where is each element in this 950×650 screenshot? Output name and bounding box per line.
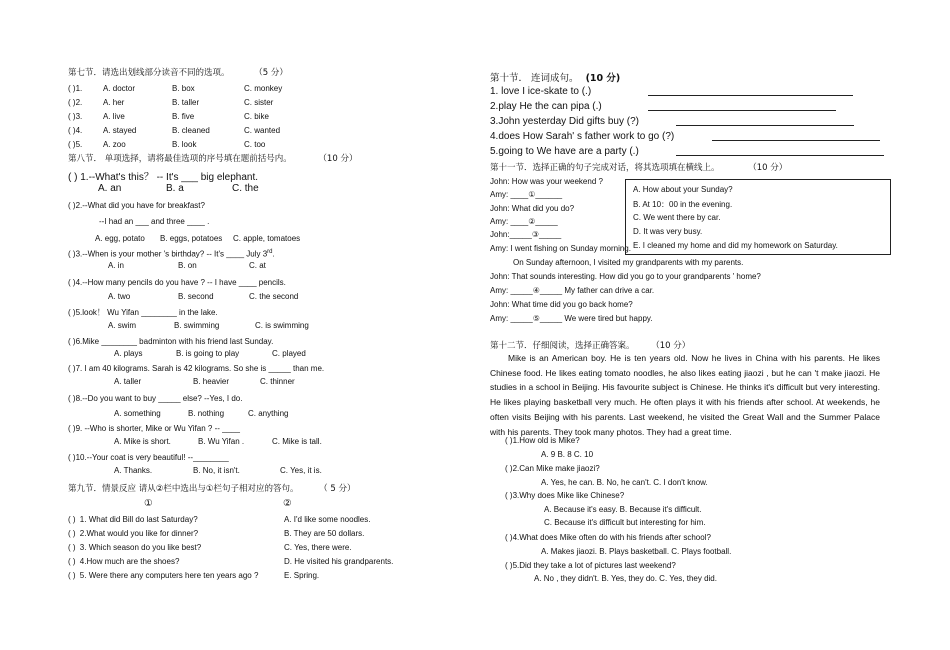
s9-row <box>68 557 179 566</box>
s12-q3-options: A. Because it's easy. B. Because it's difficult. <box>544 505 702 514</box>
column2-marker: ② <box>283 498 292 509</box>
s12-q5-options: A. No , they didn't. B. Yes, they do. C. Yes, they did. <box>534 574 717 583</box>
question-text: 10.--Your coat is very beautiful! --________ <box>75 453 229 462</box>
s7-item <box>68 140 82 149</box>
section7-title-text: 第七节．请选出划线部分读音不同的选项。 <box>68 68 230 78</box>
s7-item <box>68 112 82 121</box>
s8-question-10 <box>68 453 229 462</box>
answer-paren[interactable]: ( ) <box>68 308 76 317</box>
answer-paren[interactable]: ( ) <box>505 561 513 570</box>
option-c: C. We went there by car. <box>633 213 721 222</box>
dialogue-line: On Sunday afternoon, I visited my grandparents with my parents. <box>513 258 744 267</box>
answer-paren[interactable]: ( ) <box>505 464 513 473</box>
question-text: 1.--What's this？ -- It's ___ big elephant. <box>80 172 259 183</box>
s8-q5-opt-b: B. swimming <box>174 321 220 330</box>
dialogue-line[interactable]: John:_____③_____ <box>490 230 562 239</box>
question-text: 4.--How many pencils do you have ? -- I have ____ pencils. <box>75 278 286 287</box>
item-number: 4. <box>75 126 83 135</box>
s9-row <box>68 515 198 524</box>
dialogue-line: John: That sounds interesting. How did you go to your grandparents ' home? <box>490 272 761 281</box>
s8-q7-opt-c: C. thinner <box>260 377 295 386</box>
s8-q10-opt-c: C. Yes, it is. <box>280 466 322 475</box>
s12-question-4 <box>505 533 711 542</box>
s8-question-9 <box>68 424 240 433</box>
s9-row <box>68 529 198 538</box>
answer-paren[interactable]: ( ) <box>68 172 78 183</box>
answer-paren[interactable]: ( ) <box>68 453 76 462</box>
section7-score: （5 分） <box>254 68 288 78</box>
s7-opt-a: A. zoo <box>103 140 126 149</box>
section9-title <box>68 482 355 494</box>
s8-question-6 <box>68 337 273 346</box>
s12-q2-options: A. Yes, he can. B. No, he can't. C. I don't know. <box>541 478 708 487</box>
answer-paren[interactable]: ( ) <box>68 278 76 287</box>
answer-line[interactable] <box>648 95 853 96</box>
answer-paren[interactable]: ( ) <box>68 571 76 580</box>
dialogue-line[interactable]: Amy: ____②_____ <box>490 217 558 226</box>
s12-question-1 <box>505 436 580 445</box>
answer-paren[interactable]: ( ) <box>68 112 76 121</box>
question-text: 8.--Do you want to buy _____ else? --Yes, I do. <box>75 394 243 403</box>
s7-opt-a: A. her <box>103 98 125 107</box>
section10-title <box>490 70 620 84</box>
situation-question: 5. Were there any computers here ten years ago ? <box>79 571 259 580</box>
s8-q3-opt-a: A. in <box>108 261 125 270</box>
answer-paren[interactable]: ( ) <box>68 249 76 259</box>
s7-item <box>68 84 82 93</box>
answer-paren[interactable]: ( ) <box>505 436 513 445</box>
section9-score: （ 5 分） <box>319 484 356 494</box>
option-b: B. At 10：00 in the evening. <box>633 200 733 209</box>
s8-q9-opt-b: B. Wu Yifan . <box>198 437 245 446</box>
section11-title <box>490 161 787 173</box>
s8-q1-opt-a: A. an <box>98 183 122 194</box>
s8-q6-opt-b: B. is going to play <box>176 349 240 358</box>
s7-opt-c: C. bike <box>244 112 269 121</box>
question-text: 9. --Who is shorter, Mike or Wu Yifan ? -- ____ <box>75 424 240 433</box>
s8-q1-opt-b: B. a <box>166 183 184 194</box>
dialogue-line[interactable]: Amy: _____⑤_____ We were tired but happy. <box>490 314 653 323</box>
s9-response: E. Spring. <box>284 571 320 580</box>
s9-response: B. They are 50 dollars. <box>284 529 365 538</box>
option-e: E. I cleaned my home and did my homework on Saturday. <box>633 241 838 250</box>
s8-q6-opt-c: C. played <box>272 349 306 358</box>
dialogue-line[interactable]: Amy: ____①______ <box>490 190 563 199</box>
section8-title <box>68 152 357 164</box>
option-d: D. It was very busy. <box>633 227 703 236</box>
section10-title-text: 第十节． 连词成句。 <box>490 73 579 84</box>
s7-opt-b: B. box <box>172 84 195 93</box>
section11-score: （10 分） <box>748 163 788 173</box>
dialogue-line: Amy: I went fishing on Sunday morning. <box>490 244 631 253</box>
section11-title-text: 第十一节．选择正确的句子完成对话，将其选项填在横线上。 <box>490 163 720 173</box>
s9-response: C. Yes, there were. <box>284 543 352 552</box>
s8-q6-opt-a: A. plays <box>114 349 143 358</box>
answer-paren[interactable]: ( ) <box>68 201 76 210</box>
section7-title <box>68 66 288 78</box>
s8-q2-opt-b: B. eggs, potatoes <box>160 234 223 243</box>
s7-opt-c: C. too <box>244 140 266 149</box>
section12-title <box>490 339 690 351</box>
situation-question: 4.How much are the shoes? <box>79 557 180 566</box>
s8-q3-opt-b: B. on <box>178 261 197 270</box>
situation-question: 2.What would you like for dinner? <box>79 529 199 538</box>
s7-opt-b: B. cleaned <box>172 126 210 135</box>
answer-paren[interactable]: ( ) <box>68 126 76 135</box>
answer-line[interactable] <box>676 155 884 156</box>
s10-item-1: 1. love I ice-skate to (.) <box>490 86 592 97</box>
s12-question-2 <box>505 464 600 473</box>
s12-question-5 <box>505 561 676 570</box>
s8-question-4 <box>68 278 286 287</box>
s7-opt-b: B. taller <box>172 98 200 107</box>
answer-paren[interactable]: ( ) <box>68 515 76 524</box>
s8-q2-opt-c: C. apple, tomatoes <box>233 234 301 243</box>
s12-q1-options: A. 9 B. 8 C. 10 <box>541 450 594 459</box>
s7-opt-c: C. monkey <box>244 84 283 93</box>
s8-q10-opt-b: B. No, it isn't. <box>193 466 240 475</box>
answer-paren[interactable]: ( ) <box>68 337 76 346</box>
s8-q4-opt-b: B. second <box>178 292 214 301</box>
s7-opt-c: C. sister <box>244 98 274 107</box>
question-text: 7. I am 40 kilograms. Sarah is 42 kilograms. So she is _____ than me. <box>75 364 325 373</box>
s8-q8-opt-c: C. anything <box>248 409 289 418</box>
s8-question-1 <box>68 168 258 183</box>
option-a: A. How about your Sunday? <box>633 185 733 194</box>
s8-q2-line2: --I had an ___ and three ____ . <box>99 217 210 226</box>
answer-line[interactable] <box>648 110 836 111</box>
answer-paren[interactable]: ( ) <box>68 364 76 373</box>
situation-question: 3. Which season do you like best? <box>79 543 202 552</box>
s8-q10-opt-a: A. Thanks. <box>114 466 153 475</box>
s12-q3-options-2: C. Because it's difficult but interesting for him. <box>544 518 706 527</box>
s12-question-3 <box>505 491 624 500</box>
answer-paren[interactable]: ( ) <box>68 424 76 433</box>
s9-row <box>68 571 258 580</box>
answer-line[interactable] <box>676 125 854 126</box>
s8-q7-opt-a: A. taller <box>114 377 142 386</box>
s8-q9-opt-a: A. Mike is short. <box>114 437 171 446</box>
item-number: 2. <box>75 98 83 107</box>
s9-response: A. I'd like some noodles. <box>284 515 371 524</box>
s8-q5-opt-c: C. is swimming <box>255 321 309 330</box>
item-number: 1. <box>75 84 83 93</box>
s10-item-2: 2.play He the can pipa (.) <box>490 101 602 112</box>
s8-question-7 <box>68 364 324 373</box>
s10-item-4: 4.does How Sarah' s father work to go (?) <box>490 131 675 142</box>
s7-item <box>68 98 82 107</box>
question-text: 2.--What did you have for breakfast? <box>75 201 205 210</box>
s8-question-2 <box>68 201 205 210</box>
s8-q9-opt-c: C. Mike is tall. <box>272 437 322 446</box>
s7-opt-c: C. wanted <box>244 126 281 135</box>
question-end: . <box>272 249 275 259</box>
answer-paren[interactable]: ( ) <box>68 529 76 538</box>
answer-line[interactable] <box>712 140 880 141</box>
s8-q7-opt-b: B. heavier <box>193 377 230 386</box>
question-text: 5.Did they take a lot of pictures last weekend? <box>512 561 676 570</box>
s8-q1-opt-c: C. the <box>232 183 259 194</box>
s8-question-8 <box>68 394 242 403</box>
s7-opt-a: A. doctor <box>103 84 136 93</box>
s7-opt-b: B. look <box>172 140 197 149</box>
question-text: 3.Why does Mike like Chinese? <box>512 491 625 500</box>
answer-paren[interactable]: ( ) <box>68 394 76 403</box>
s8-q5-opt-a: A. swim <box>108 321 136 330</box>
question-text: 1.How old is Mike? <box>512 436 580 445</box>
s8-q3-opt-c: C. at <box>249 261 266 270</box>
question-text: 5.look！ Wu Yifan ________ in the lake. <box>75 308 218 317</box>
ordinal-suffix: rd <box>267 249 273 255</box>
answer-paren[interactable]: ( ) <box>505 533 513 542</box>
answer-paren[interactable]: ( ) <box>68 84 76 93</box>
s7-opt-b: B. five <box>172 112 195 121</box>
item-number: 5. <box>75 140 83 149</box>
dialogue-line: John: What did you do? <box>490 204 575 213</box>
s7-item <box>68 126 82 135</box>
s7-opt-a: A. live <box>103 112 125 121</box>
s7-opt-a: A. stayed <box>103 126 137 135</box>
s9-response: D. He visited his grandparents. <box>284 557 394 566</box>
situation-question: 1. What did Bill do last Saturday? <box>79 515 198 524</box>
section10-score: (10 分) <box>585 73 621 84</box>
dialogue-line[interactable]: Amy: _____④_____ My father can drive a car. <box>490 286 655 295</box>
s10-item-5: 5.going to We have are a party (.) <box>490 146 639 157</box>
question-text: 3.--When is your mother 's birthday? -- It's ____ July 3 <box>75 249 268 259</box>
section8-title-text: 第八节． 单项选择，请将最佳选项的序号填在题前括号内。 <box>68 154 292 164</box>
s9-row <box>68 543 201 552</box>
s8-q2-opt-a: A. egg, potato <box>95 234 145 243</box>
item-number: 3. <box>75 112 83 121</box>
s8-question-5 <box>68 307 218 318</box>
reading-passage: Mike is an American boy. He is ten years old. Now he lives in China with his parents. He likes Chinese food. He likes eating tomato noodles, he also likes eating jiaozi , but he can 't make jiaozi. He studies in a school in Beijing. His favourite subject is Chinese. He thinks it's difficult but very interesting. He likes playing basketball very much. He often plays it with his friends after school. At weekends, he often visits Beijing with his parents. Last weekend, he visited the Great Wall and the Summer Palace with his parents. They took many photos. They had a great time. <box>490 353 880 437</box>
s8-q4-opt-c: C. the second <box>249 292 299 301</box>
section12-score: （10 分） <box>651 341 691 351</box>
answer-paren[interactable]: ( ) <box>68 543 76 552</box>
dialogue-line: John: How was your weekend ? <box>490 177 603 186</box>
column1-marker: ① <box>144 498 153 509</box>
answer-paren[interactable]: ( ) <box>68 98 76 107</box>
answer-paren[interactable]: ( ) <box>68 140 76 149</box>
s8-q8-opt-b: B. nothing <box>188 409 225 418</box>
question-text: 4.What does Mike often do with his friends after school? <box>512 533 711 542</box>
section9-title-text: 第九节．情景反应 请从②栏中选出与①栏句子相对应的答句。 <box>68 484 299 494</box>
question-text: 6.Mike ________ badminton with his friend last Sunday. <box>75 337 274 346</box>
question-text: 2.Can Mike make jiaozi? <box>512 464 600 473</box>
answer-paren[interactable]: ( ) <box>68 557 76 566</box>
section8-score: （10 分） <box>318 154 358 164</box>
s8-question-3 <box>68 249 275 259</box>
dialogue-line: John: What time did you go back home? <box>490 300 633 309</box>
s8-q8-opt-a: A. something <box>114 409 161 418</box>
answer-paren[interactable]: ( ) <box>505 491 513 500</box>
s10-item-3: 3.John yesterday Did gifts buy (?) <box>490 116 639 127</box>
s12-q4-options: A. Makes jiaozi. B. Plays basketball. C. Plays football. <box>541 547 732 556</box>
s8-q4-opt-a: A. two <box>108 292 131 301</box>
section12-title-text: 第十二节．仔细阅读，选择正确答案。 <box>490 341 635 351</box>
